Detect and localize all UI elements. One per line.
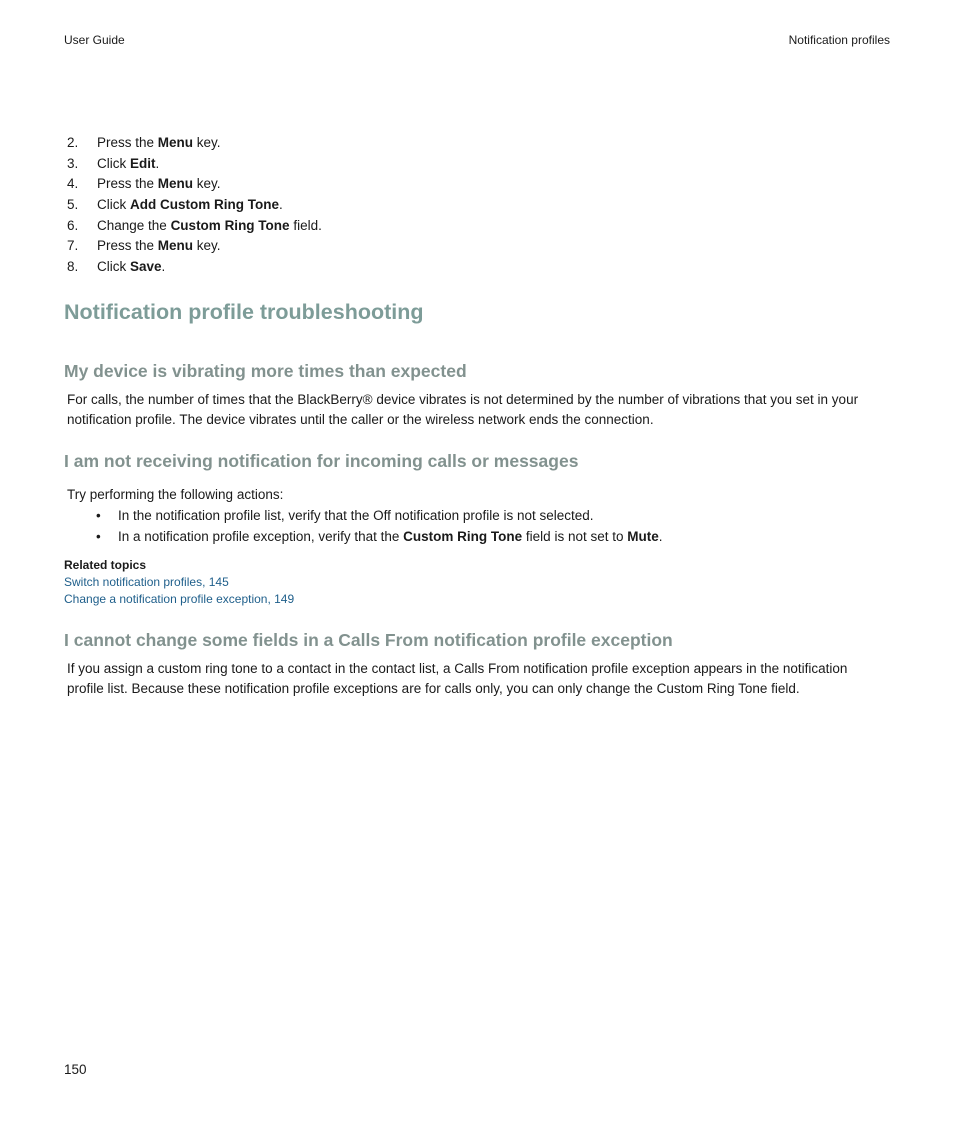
step-text: Click <box>97 197 130 213</box>
step-text-end: . <box>155 155 160 171</box>
step-item <box>64 195 322 216</box>
step-number: 7. <box>67 238 79 254</box>
step-text: Change the <box>97 217 171 233</box>
page-number: 150 <box>64 1062 87 1077</box>
step-text-end: field. <box>289 217 322 233</box>
step-item <box>64 154 322 175</box>
header-guide-title: User Guide <box>64 33 125 47</box>
topic-heading-not-receiving: I am not receiving notification for incoming calls or messages <box>64 451 579 471</box>
action-text-middle: field is not set to <box>522 529 628 544</box>
topic-body-vibrating: For calls, the number of times that the BlackBerry® device vibrates is not determined by the number of vibrations that you set in your notification profile. The device vibrates until the caller or the wireless network ends the connection. <box>67 392 859 427</box>
step-item <box>64 257 322 278</box>
topic-intro-not-receiving: Try performing the following actions: <box>67 487 284 502</box>
action-text: In the notification profile list, verify that the Off notification profile is not selected. <box>118 508 594 523</box>
topic-body-calls-from: If you assign a custom ring tone to a contact in the contact list, a Calls From notification profile exception appears in the notification profile list. Because these notification profile exceptions are for calls only, you can only change the Custom Ring Tone field. <box>67 661 848 696</box>
step-key: Custom Ring Tone <box>170 217 290 233</box>
topic-heading-vibrating: My device is vibrating more times than expected <box>64 361 467 381</box>
topic-heading-calls-from: I cannot change some fields in a Calls From notification profile exception <box>64 630 673 650</box>
step-key: Menu <box>157 135 194 150</box>
step-text-end: . <box>161 259 166 275</box>
action-item <box>94 526 663 547</box>
step-key: Edit <box>130 155 156 171</box>
step-item <box>64 236 322 257</box>
header-chapter-title: Notification profiles <box>788 33 890 47</box>
step-text: Click <box>97 155 130 171</box>
section-heading: Notification profile troubleshooting <box>64 300 424 324</box>
step-key: Menu <box>157 238 194 254</box>
step-text-end: key. <box>193 135 221 150</box>
step-number: 6. <box>67 217 79 233</box>
action-item <box>94 505 663 526</box>
step-number: 3. <box>67 155 79 171</box>
step-text: Press the <box>97 238 158 254</box>
step-text-end: key. <box>193 176 221 192</box>
field-name: Custom Ring Tone <box>403 529 523 544</box>
action-text: In a notification profile exception, verify that the <box>118 529 404 544</box>
bullet-glyph: • <box>96 529 101 544</box>
related-link-switch-profiles[interactable]: Switch notification profiles, 145 <box>64 575 229 589</box>
action-text-end: . <box>658 529 663 544</box>
related-link-change-exception[interactable]: Change a notification profile exception, 149 <box>64 592 295 606</box>
running-header <box>64 33 890 49</box>
step-key: Add Custom Ring Tone <box>130 197 279 213</box>
procedure-steps <box>64 133 322 278</box>
action-list <box>94 505 663 547</box>
step-text: Press the <box>97 176 158 192</box>
related-topics-title: Related topics <box>64 558 147 572</box>
step-key: Menu <box>157 176 194 192</box>
step-number: 8. <box>67 259 79 275</box>
bullet-glyph: • <box>96 508 101 523</box>
step-text-end: key. <box>193 238 221 254</box>
step-item <box>64 174 322 195</box>
step-item <box>64 133 322 154</box>
field-value: Mute <box>627 529 659 544</box>
step-text: Press the <box>97 135 158 150</box>
step-text: Click <box>97 259 130 275</box>
step-item <box>64 216 322 237</box>
step-key: Save <box>130 259 162 275</box>
step-text-end: . <box>278 197 283 213</box>
related-topics <box>64 557 294 608</box>
step-number: 2. <box>67 135 79 150</box>
step-number: 5. <box>67 197 79 213</box>
step-number: 4. <box>67 176 79 192</box>
